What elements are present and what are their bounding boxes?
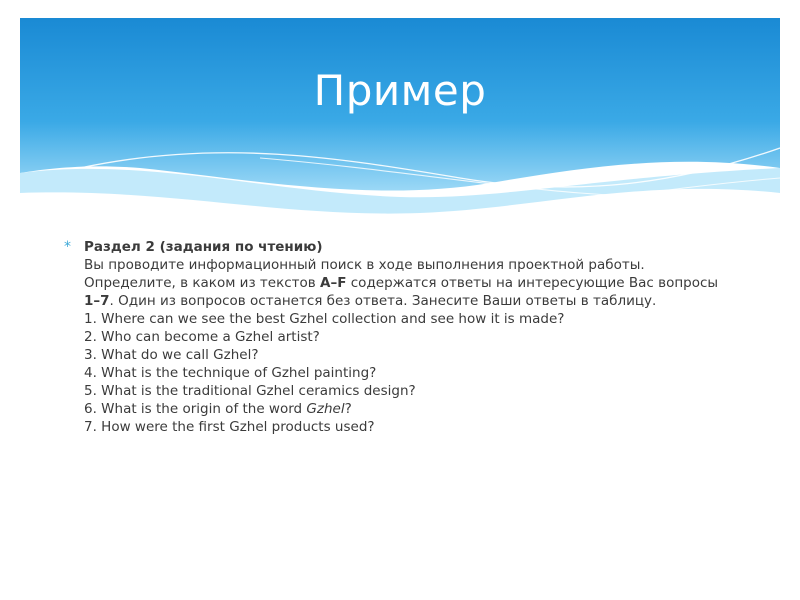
question-5: 5. What is the traditional Gzhel ceramics design? [84, 383, 416, 399]
question-7: 7. How were the first Gzhel products used? [84, 419, 375, 435]
question-range: 1–7 [84, 293, 110, 309]
bullet-icon: * [64, 239, 71, 255]
header-wave-background [20, 18, 780, 223]
question-6: 6. What is the origin of the word Gzhel? [84, 401, 352, 417]
text-range: A–F [320, 275, 347, 291]
slide-title: Пример [313, 66, 487, 115]
section-heading: Раздел 2 (задания по чтению) [84, 239, 323, 255]
intro-paragraph-2: Определите, в каком из текстов A–F содержатся ответы на интересующие Вас вопросы 1–7. Один из вопросов останется без ответа. Занесите Ваши ответы в таблицу. [84, 275, 719, 309]
question-6-word: Gzhel [306, 401, 345, 417]
intro-line-1: Вы проводите информационный поиск в ходе выполнения проектной работы. [84, 257, 645, 273]
question-3: 3. What do we call Gzhel? [84, 347, 259, 363]
question-1: 1. Where can we see the best Gzhel collection and see how it is made? [84, 311, 565, 327]
slide [20, 18, 780, 582]
question-2: 2. Who can become a Gzhel artist? [84, 329, 320, 345]
slide-body [64, 238, 724, 436]
question-4: 4. What is the technique of Gzhel painting? [84, 365, 377, 381]
